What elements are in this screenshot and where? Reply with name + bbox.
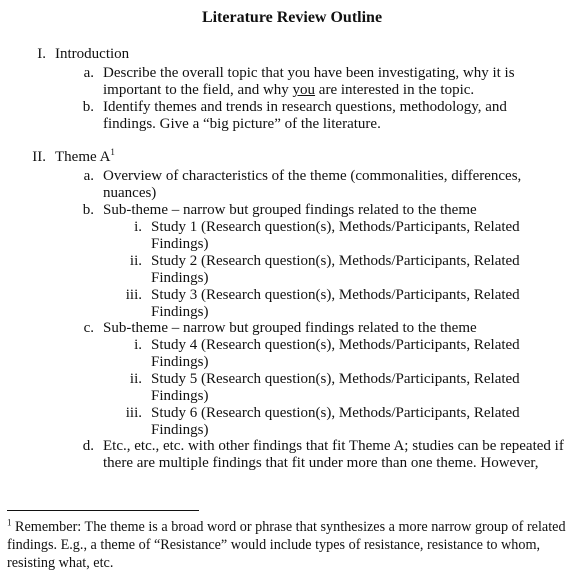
section-numeral-intro: I. — [37, 46, 46, 62]
item-text-theme-a-c: Sub-theme – narrow but grouped findings related to the theme — [103, 320, 477, 336]
item-marker-theme-a-c: c. — [83, 320, 94, 336]
study-marker-3: iii. — [125, 287, 142, 303]
item-marker-theme-a-b: b. — [82, 202, 94, 218]
study-marker-1: i. — [134, 219, 142, 235]
page-title: Literature Review Outline — [201, 9, 383, 26]
study-marker-2: ii. — [129, 253, 142, 269]
item-text-intro-b: Identify themes and trends in research questions, methodology, and findings. Give a “big picture” of the literature. — [103, 99, 507, 132]
item-marker-theme-a-a: a. — [83, 168, 94, 184]
study-text-2: Study 2 (Research question(s), Methods/Participants, Related Findings) — [151, 253, 520, 286]
item-marker-theme-a-d: d. — [82, 438, 94, 454]
item-marker-intro-a: a. — [83, 65, 94, 81]
footnote-separator — [7, 510, 199, 511]
study-text-3: Study 3 (Research question(s), Methods/Participants, Related Findings) — [151, 287, 520, 320]
footnote-marker: 1 — [7, 517, 12, 528]
underlined-word: you — [292, 82, 316, 98]
study-text-6: Study 6 (Research question(s), Methods/Participants, Related Findings) — [151, 405, 520, 438]
footnote — [7, 518, 581, 572]
footnote-text: Remember: The theme is a broad word or phrase that synthesizes a more narrow group of related findings. E.g., a theme of “Resistance” would include types of resistance, resistance to whom, resisting what, etc. — [7, 519, 566, 571]
section-heading-intro: Introduction — [55, 46, 130, 62]
study-marker-6: iii. — [125, 405, 142, 421]
item-text-intro-a: Describe the overall topic that you have been investigating, why it is important to the field, and why you are interested in the topic. — [103, 65, 515, 98]
item-text-theme-a-b: Sub-theme – narrow but grouped findings related to the theme — [103, 202, 477, 218]
footnote-ref: 1 — [110, 147, 115, 157]
study-text-5: Study 5 (Research question(s), Methods/Participants, Related Findings) — [151, 371, 520, 404]
item-marker-intro-b: b. — [82, 99, 94, 115]
item-text-theme-a-d: Etc., etc., etc. with other findings that fit Theme A; studies can be repeated if there are multiple findings that fit under more than one theme. However, — [103, 438, 564, 471]
section-heading-theme-a: Theme $A^1$ — [55, 147, 115, 165]
item-text-theme-a-a: Overview of characteristics of the theme (commonalities, differences, nuances) — [103, 168, 522, 201]
study-text-4: Study 4 (Research question(s), Methods/Participants, Related Findings) — [151, 337, 520, 370]
study-marker-5: ii. — [129, 371, 142, 387]
study-text-1: Study 1 (Research question(s), Methods/Participants, Related Findings) — [151, 219, 520, 252]
study-marker-4: i. — [134, 337, 142, 353]
section-numeral-theme-a: II. — [32, 149, 46, 165]
